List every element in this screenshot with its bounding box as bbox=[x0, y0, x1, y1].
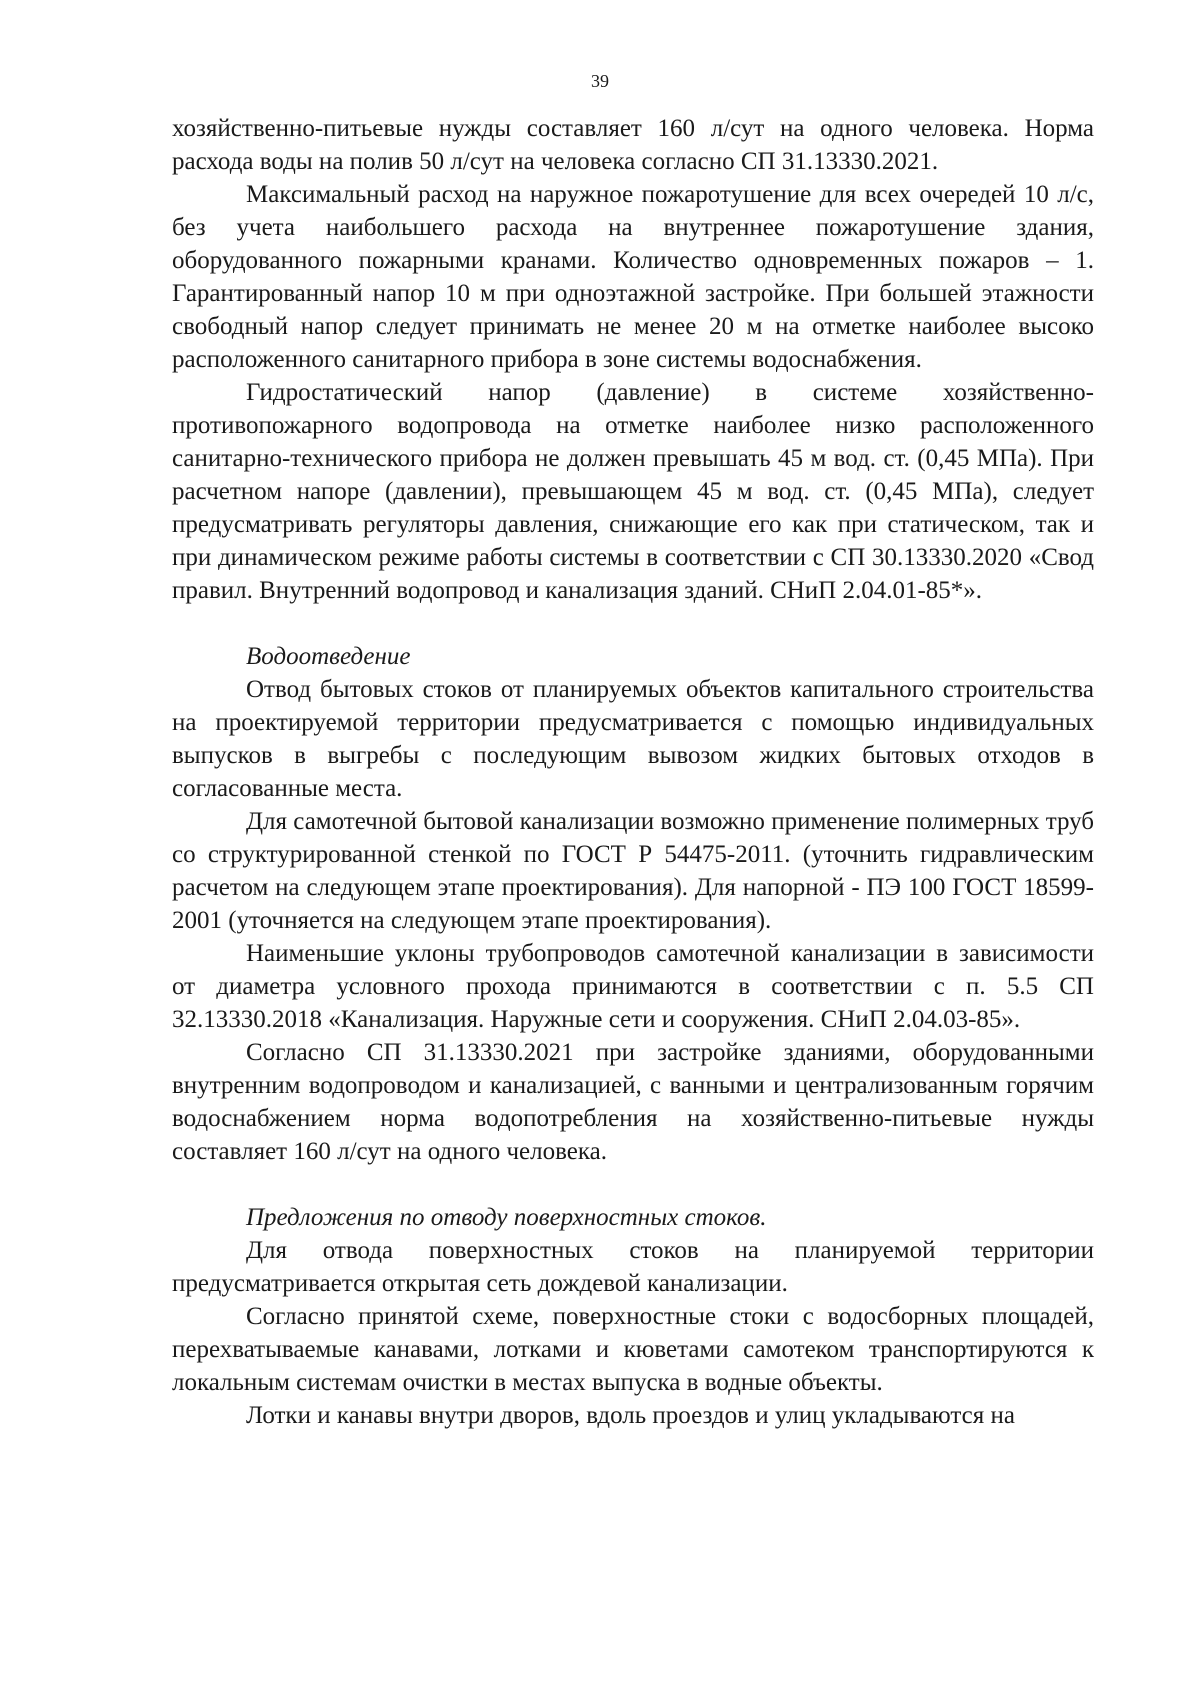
paragraph: Согласно принятой схеме, поверхностные стоки с водосборных площадей, перехватываемые канавами, лотками и кюветами самотеком транспортируются к локальным системам очистки в местах выпуска в водные объекты. bbox=[172, 1303, 1094, 1396]
paragraph: Для самотечной бытовой канализации возможно применение полимерных труб со структурированной стенкой по ГОСТ Р 54475-2011. (уточнить гидравлическим расчетом на следующем этапе проектирования). Для напорной - ПЭ 100 ГОСТ 18599-2001 (уточняется на следующем этапе проектирования). bbox=[172, 808, 1094, 934]
paragraph: Отвод бытовых стоков от планируемых объектов капитального строительства на проектируемой территории предусматривается с помощью индивидуальных выпусков в выгребы с последующим вывозом жидких бытовых отходов в согласованные места. bbox=[172, 676, 1094, 802]
page-body bbox=[172, 112, 1094, 1432]
section-heading: Предложения по отводу поверхностных стоков. bbox=[246, 1204, 767, 1231]
paragraph: Лотки и канавы внутри дворов, вдоль проездов и улиц укладываются на bbox=[246, 1402, 1015, 1429]
paragraph: Максимальный расход на наружное пожаротушение для всех очередей 10 л/с, без учета наибольшего расхода на внутреннее пожаротушение здания, оборудованного пожарными кранами. Количество одновременных пожаров – 1. Гарантированный напор 10 м при одноэтажной застройке. При большей этажности свободный напор следует принимать не менее 20 м на отметке наиболее высоко расположенного санитарного прибора в зоне системы водоснабжения. bbox=[172, 181, 1094, 373]
paragraph: хозяйственно-питьевые нужды составляет 160 л/сут на одного человека. Норма расхода воды на полив 50 л/сут на человека согласно СП 31.13330.2021. bbox=[172, 115, 1094, 175]
paragraph: Согласно СП 31.13330.2021 при застройке зданиями, оборудованными внутренним водопроводом и канализацией, с ванными и централизованным горячим водоснабжением норма водопотребления на хозяйственно-питьевые нужды составляет 160 л/сут на одного человека. bbox=[172, 1039, 1094, 1165]
section-heading: Водоотведение bbox=[246, 643, 411, 670]
paragraph: Для отвода поверхностных стоков на планируемой территории предусматривается открытая сеть дождевой канализации. bbox=[172, 1237, 1094, 1297]
paragraph: Гидростатический напор (давление) в системе хозяйственно-противопожарного водопровода на отметке наиболее низко расположенного санитарно-технического прибора не должен превышать 45 м вод. ст. (0,45 МПа). При расчетном напоре (давлении), превышающем 45 м вод. ст. (0,45 МПа), следует предусматривать регуляторы давления, снижающие его как при статическом, так и при динамическом режиме работы системы в соответствии с СП 30.13330.2020 «Свод правил. Внутренний водопровод и канализация зданий. СНиП 2.04.01-85*». bbox=[172, 379, 1094, 604]
paragraph: Наименьшие уклоны трубопроводов самотечной канализации в зависимости от диаметра условного прохода принимаются в соответствии с п. 5.5 СП 32.13330.2018 «Канализация. Наружные сети и сооружения. СНиП 2.04.03-85». bbox=[172, 940, 1094, 1033]
page-number: 39 bbox=[591, 71, 609, 91]
